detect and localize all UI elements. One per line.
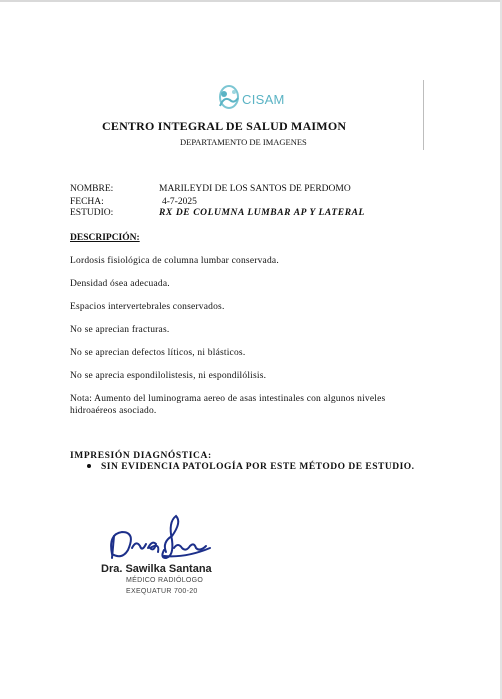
finding-item: Espacios intervertebrales conservados.	[70, 302, 225, 312]
department-name: DEPARTAMENTO DE IMAGENES	[180, 137, 307, 147]
logo-text: CISAM	[242, 92, 285, 107]
doctor-title: MÉDICO RADIÓLOGO	[126, 577, 204, 584]
organization-name: CENTRO INTEGRAL DE SALUD MAIMON	[102, 119, 347, 133]
handwritten-signature	[106, 512, 216, 566]
logo-figure-icon	[212, 84, 242, 110]
header-divider-line	[423, 80, 424, 150]
finding-note: Nota: Aumento del luminograma aereo de asas intestinales con algunos niveles hidroaéreos asociado.	[70, 394, 386, 416]
bullet-icon	[87, 464, 91, 468]
study-date: 4-7-2025	[162, 197, 197, 207]
page-border-top	[0, 0, 502, 2]
finding-item: No se aprecian defectos líticos, ni blásticos.	[70, 348, 246, 358]
impression-heading: IMPRESIÓN DIAGNÓSTICA:	[70, 451, 212, 461]
finding-item: No se aprecia espondilolistesis, ni espondilólisis.	[70, 371, 267, 381]
impression-item-text: SIN EVIDENCIA PATOLOGÍA POR ESTE MÉTODO DE ESTUDIO.	[101, 462, 415, 472]
impression-item	[87, 462, 415, 472]
study-label: ESTUDIO:	[70, 208, 114, 218]
patient-name: MARILEYDI DE LOS SANTOS DE PERDOMO	[159, 184, 351, 194]
doctor-registry: EXEQUATUR 700-20	[126, 588, 198, 595]
finding-item: Lordosis fisiológica de columna lumbar conservada.	[70, 256, 279, 266]
finding-item: No se aprecian fracturas.	[70, 325, 170, 335]
description-heading: DESCRIPCIÓN:	[70, 233, 140, 243]
date-label: FECHA:	[70, 197, 104, 207]
doctor-name: Dra. Sawilka Santana	[101, 563, 212, 575]
study-name: RX DE COLUMNA LUMBAR AP Y LATERAL	[159, 208, 365, 218]
name-label: NOMBRE:	[70, 184, 114, 194]
finding-item: Densidad ósea adecuada.	[70, 279, 170, 289]
